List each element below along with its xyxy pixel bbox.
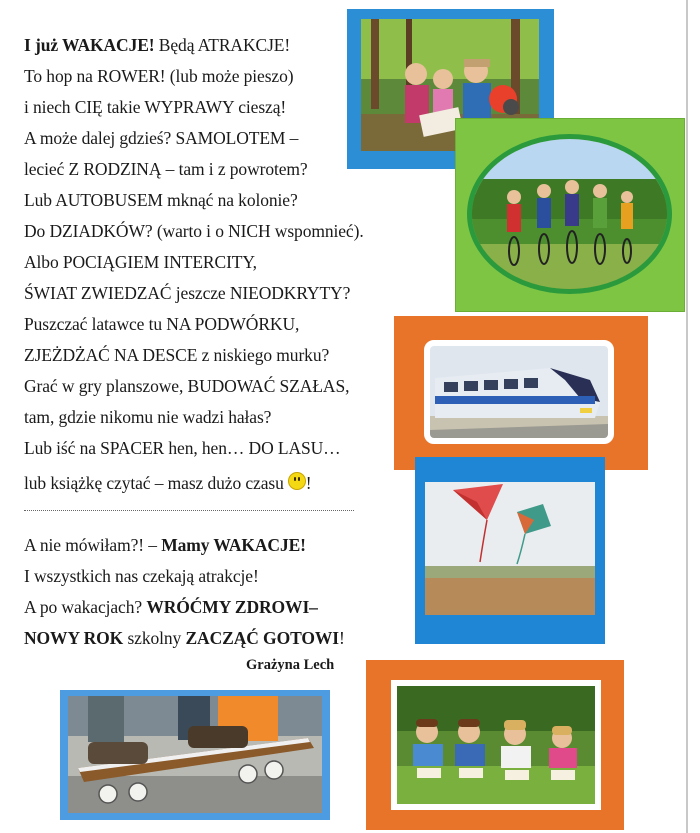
kites-photo-frame	[415, 457, 605, 644]
skateboard-photo	[68, 696, 322, 813]
intercity-train-photo	[424, 340, 614, 444]
poem-line: Lub iść na SPACER hen, hen… DO LASU…	[24, 438, 341, 458]
poem-line: Lub AUTOBUSEM mknąć na kolonie?	[24, 190, 298, 210]
poem-line: Do DZIADKÓW? (warto i o NICH wspomnieć).	[24, 221, 364, 241]
kids-reading-photo	[391, 680, 601, 810]
poem-line: ŚWIAT ZWIEDZAĆ jeszcze NIEODKRYTY?	[24, 283, 351, 303]
poem-line: NOWY ROK szkolny ZACZĄĆ GOTOWI!	[24, 628, 345, 648]
reading-photo-frame	[366, 660, 624, 830]
poem-line: A może dalej gdzieś? SAMOLOTEM –	[24, 128, 299, 148]
poem-line: lub książkę czytać – masz dużo czasu !	[24, 473, 312, 493]
poem-line: ZJEŻDŻAĆ NA DESCE z niskiego murku?	[24, 345, 330, 365]
poem-line: A nie mówiłam?! – Mamy WAKACJE!	[24, 535, 306, 555]
page-edge	[686, 0, 688, 833]
train-photo-frame	[394, 316, 648, 470]
smiley-icon	[288, 472, 306, 490]
poem-line: A po wakacjach? WRÓĆMY ZDROWI–	[24, 597, 318, 617]
signature: Grażyna Lech	[246, 657, 335, 673]
poem-line: Grać w gry planszowe, BUDOWAĆ SZAŁAS,	[24, 376, 350, 396]
poem-line: lecieć Z RODZINĄ – tam i z powrotem?	[24, 159, 308, 179]
poem-line: Albo POCIĄGIEM INTERCITY,	[24, 252, 257, 272]
poem-line: I wszystkich nas czekają atrakcje!	[24, 566, 259, 586]
kites-photo	[425, 482, 595, 615]
dotted-separator	[24, 510, 354, 511]
cycling-photo-frame	[455, 118, 685, 312]
poem-line: tam, gdzie nikomu nie wadzi hałas?	[24, 407, 272, 427]
poem-line: I już WAKACJE! Będą ATRAKCJE!	[24, 35, 291, 55]
skateboard-photo-frame	[60, 690, 330, 820]
poem-line: To hop na ROWER! (lub może pieszo)	[24, 66, 294, 86]
poem-line: i niech CIĘ takie WYPRAWY cieszą!	[24, 97, 287, 117]
poem-line: Puszczać latawce tu NA PODWÓRKU,	[24, 314, 300, 334]
cycling-family-photo	[467, 134, 672, 294]
